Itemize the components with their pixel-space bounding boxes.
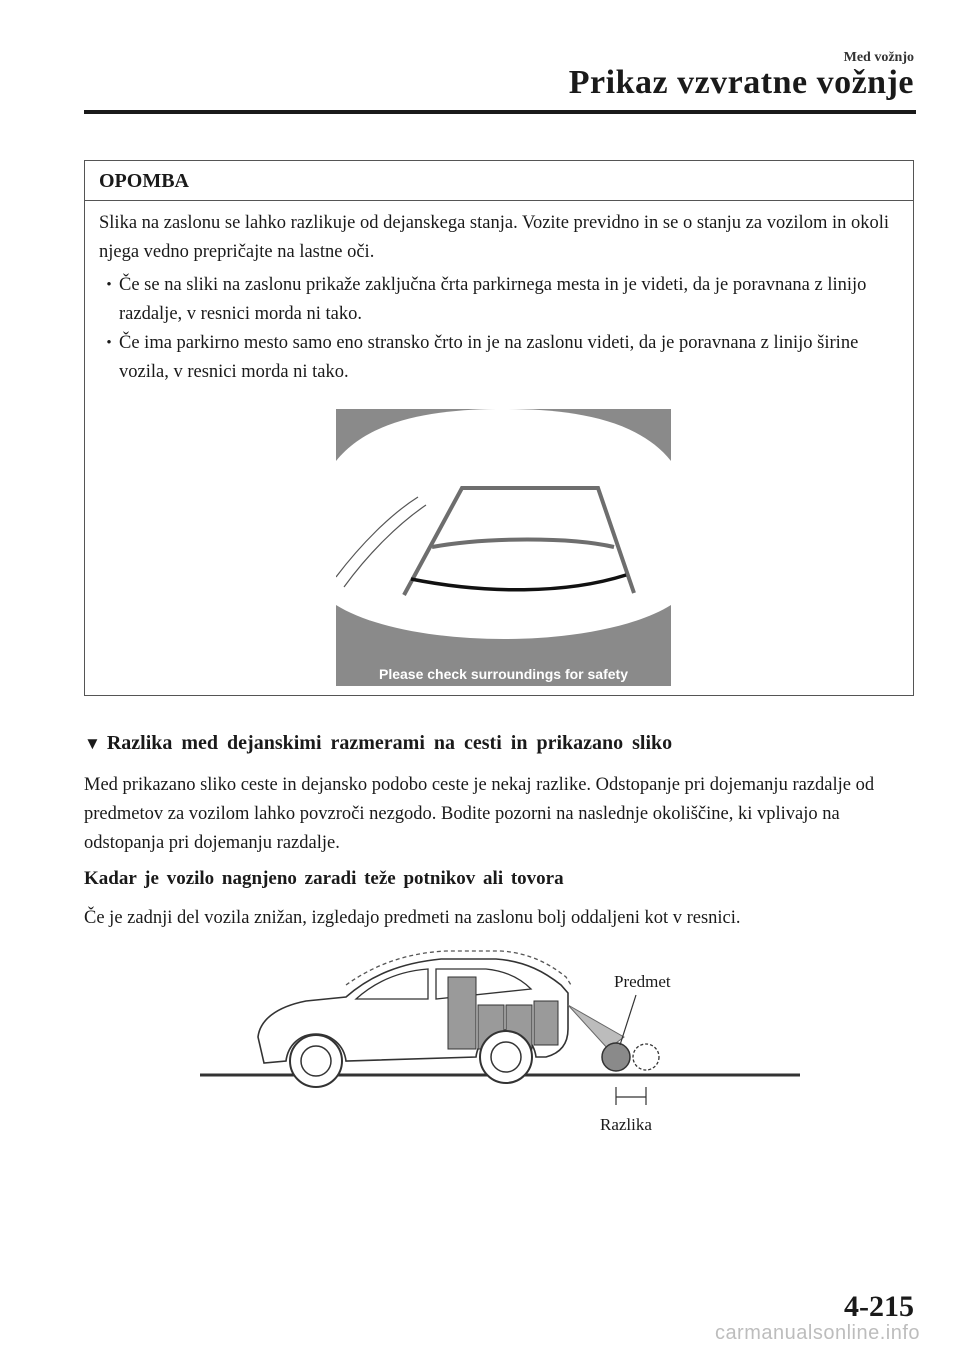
note-bullet [99, 271, 899, 329]
page-number: 4-215 [844, 1290, 914, 1323]
bullet-dot-icon: • [106, 277, 112, 293]
rear-camera-view-icon [336, 409, 671, 686]
note-body [85, 201, 913, 387]
section-heading-text: Razlika med dejanskimi razmerami na cesti in prikazano sliko [106, 732, 673, 754]
rear-camera-screen-illustration [336, 409, 671, 686]
car-side-view-icon [196, 945, 806, 1155]
note-bullet-text: Če ima parkirno mesto samo eno stransko črto in je na zaslonu videti, da je poravnana z linijo širine vozila, v resnici morda ni tako. [119, 333, 859, 382]
bullet-dot-icon: • [106, 335, 112, 351]
page-title: Prikaz vzvratne vožnje [568, 64, 914, 101]
section-heading [84, 732, 916, 755]
object-label: Predmet [614, 972, 671, 991]
note-bullet [99, 329, 899, 387]
section-label: Med vožnjo [843, 50, 914, 65]
header-divider [84, 110, 916, 114]
note-box [84, 160, 914, 696]
car-tilt-illustration [196, 945, 806, 1155]
note-heading: OPOMBA [85, 161, 913, 201]
section-paragraph: Med prikazano sliko ceste in dejansko podobo ceste je nekaj razlike. Odstopanje pri dojemanju razdalje od predmetov za vozilom lahko povzroči nezgodo. Bodite pozorni na naslednje okoliščine, ki vplivajo na odstopanja pri dojemanju razdalje. [84, 775, 875, 853]
note-intro: Slika na zaslonu se lahko razlikuje od dejanskega stanja. Vozite previdno in se o stanju za vozilom in okoli njega vedno prepričajte na lastne oči. [99, 213, 890, 262]
watermark-text: carmanualsonline.info [714, 1322, 920, 1344]
triangle-bullet-icon: ▼ [84, 734, 101, 753]
note-bullet-text: Če se na sliki na zaslonu prikaže zaključna črta parkirnega mesta in je videti, da je poravnana z linijo razdalje, v resnici morda ni tako. [119, 275, 867, 324]
screen-safety-caption: Please check surroundings for safety [379, 666, 628, 682]
difference-label: Razlika [600, 1115, 652, 1134]
subsection-heading: Kadar je vozilo nagnjeno zaradi teže potnikov ali tovora [84, 868, 564, 889]
subsection-paragraph: Če je zadnji del vozila znižan, izgledajo predmeti na zaslonu bolj oddaljeni kot v resnici. [84, 908, 741, 928]
